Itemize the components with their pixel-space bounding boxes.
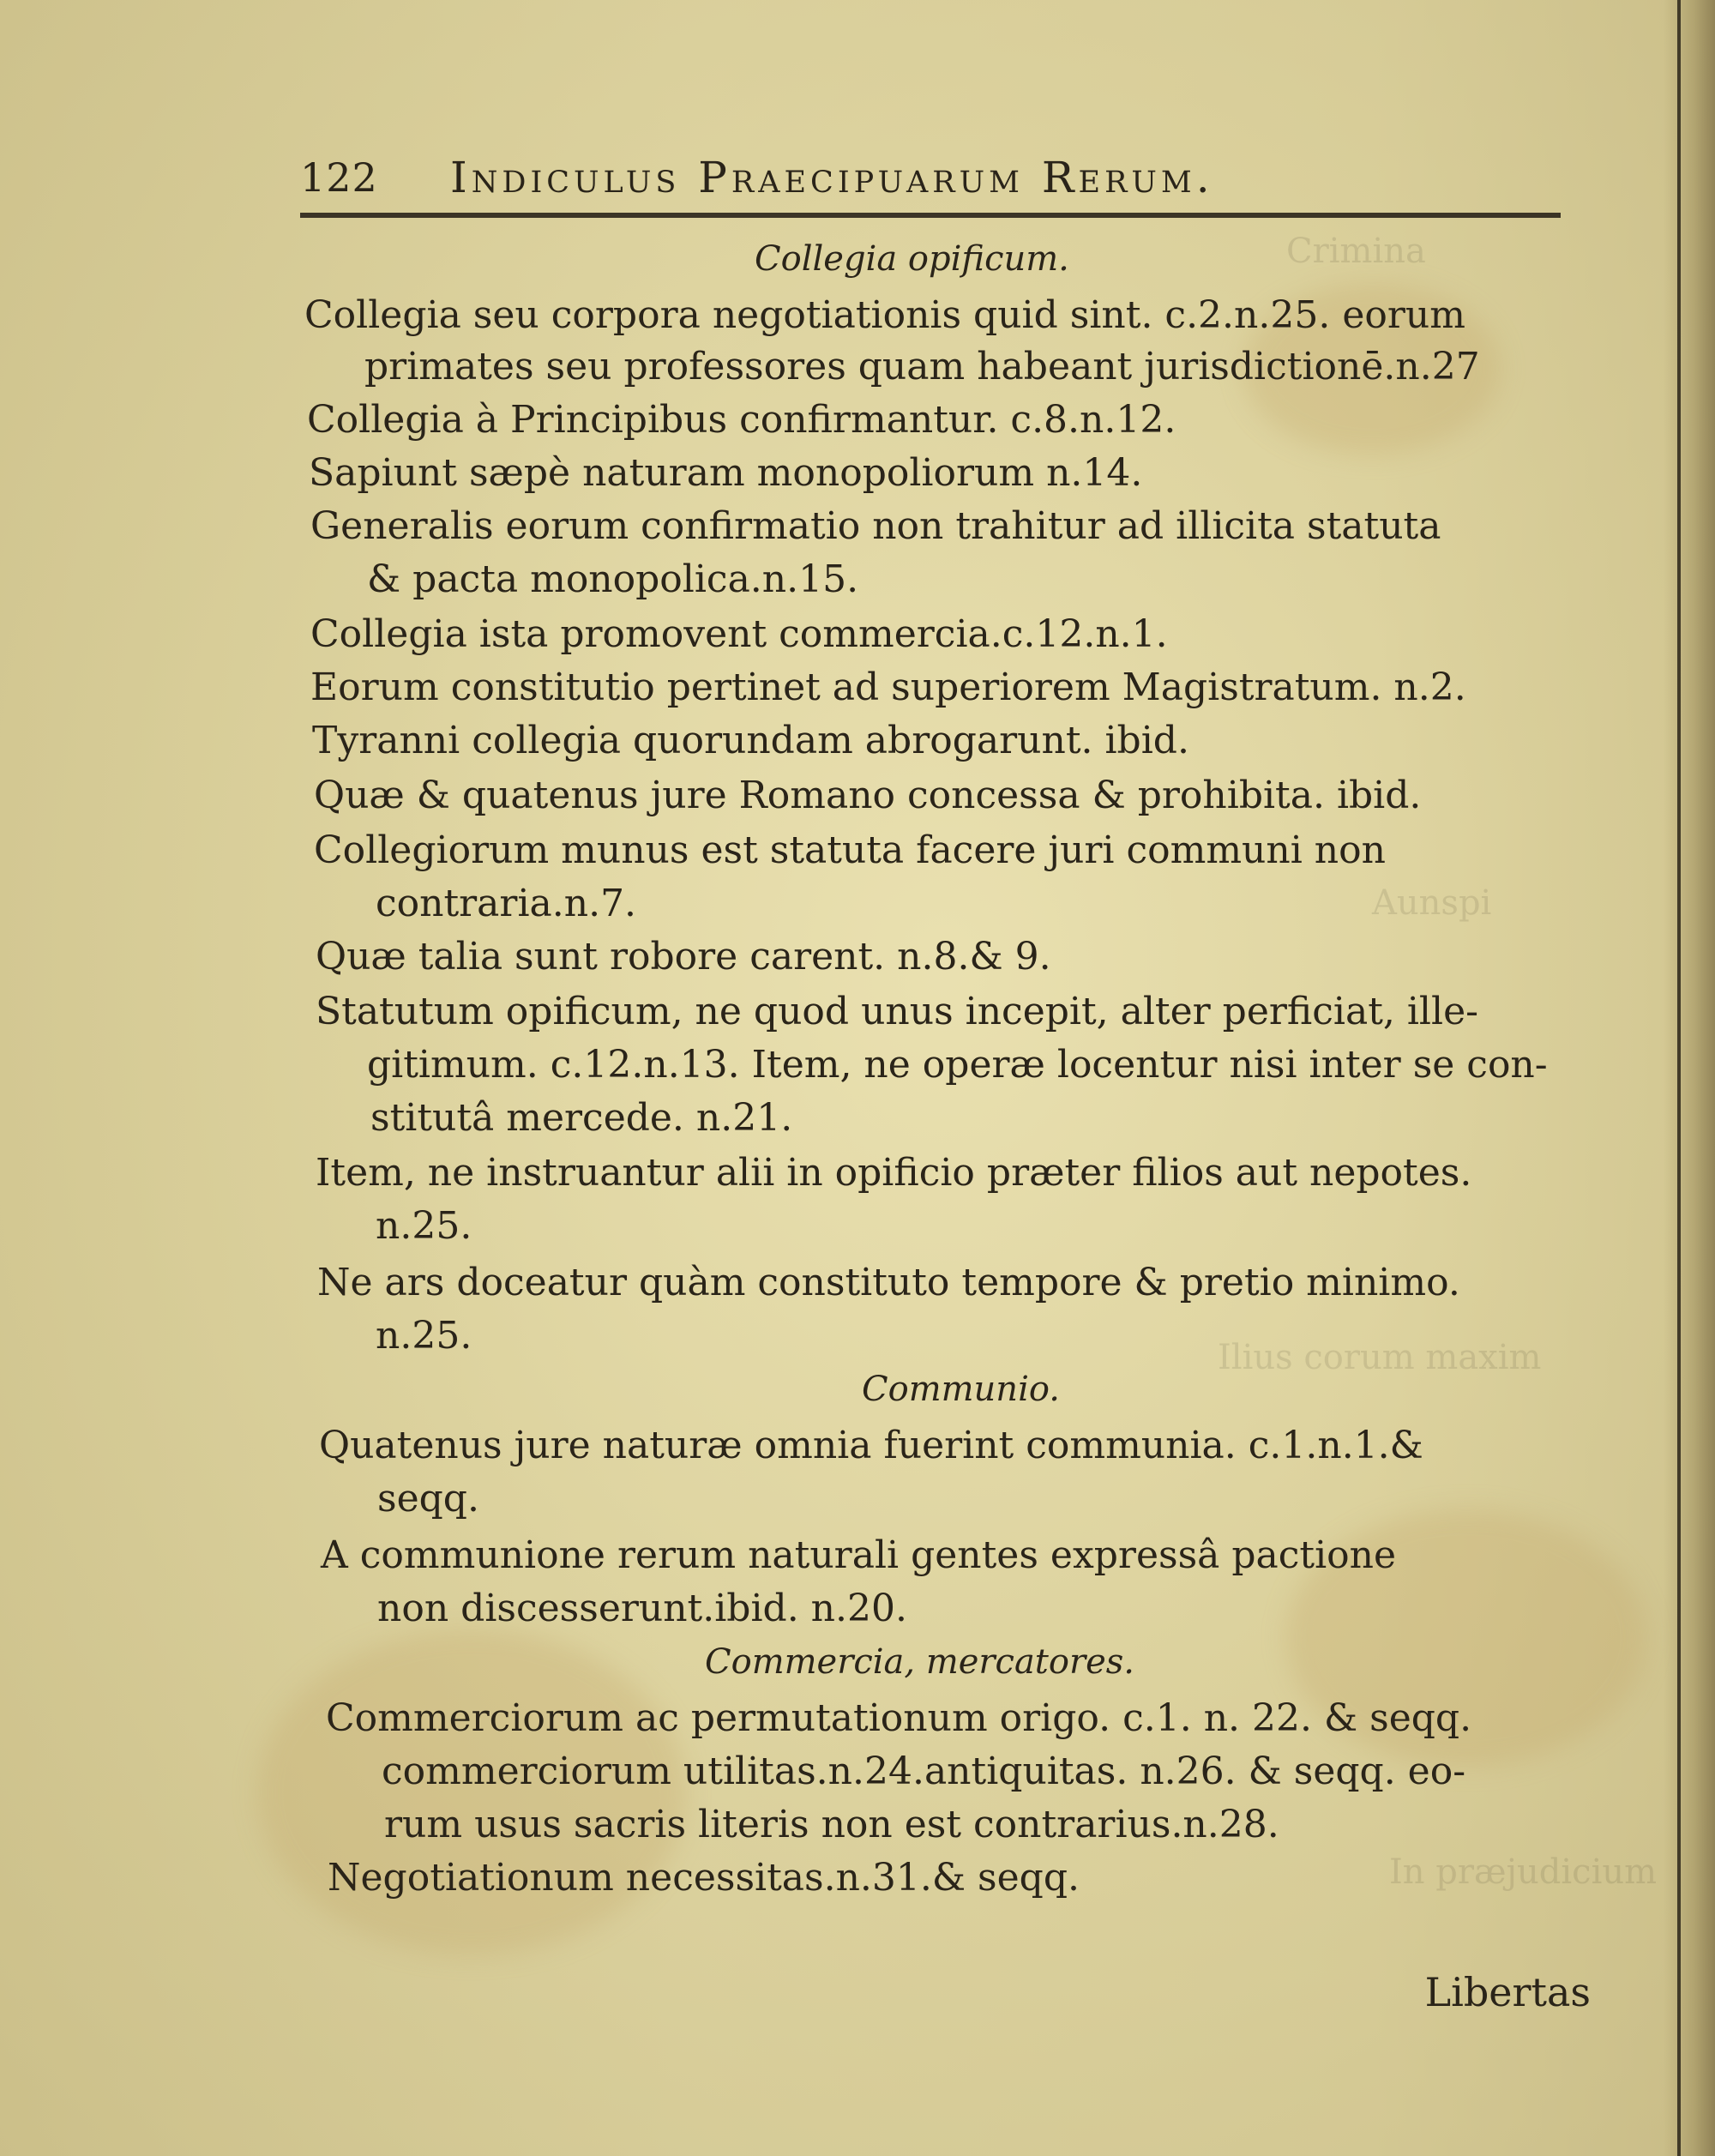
- index-line: & pacta monopolica.n.15.: [367, 557, 859, 601]
- index-line: A communione rerum naturali gentes expressâ pactione: [321, 1533, 1397, 1577]
- index-line: Collegia à Principibus confirmantur. c.8.n.12.: [307, 398, 1176, 442]
- index-line: Ne ars doceatur quàm constituto tempore & pretio minimo.: [317, 1261, 1460, 1304]
- show-through: Ilius corum maxim: [1218, 1338, 1542, 1377]
- index-line: primates seu professores quam habeant jurisdictionē.n.27: [364, 345, 1480, 388]
- index-line: Item, ne instruantur alii in opificio præter filios aut nepotes.: [316, 1151, 1472, 1195]
- index-line: Statutum opificum, ne quod unus incepit, alter perficiat, ille-: [316, 990, 1478, 1033]
- index-line: Collegia seu corpora negotiationis quid sint. c.2.n.25. eorum: [304, 293, 1465, 337]
- catchword: Libertas: [1424, 1969, 1591, 2015]
- index-line: Quæ & quatenus jure Romano concessa & prohibita. ibid.: [314, 774, 1422, 817]
- index-line: contraria.n.7.: [376, 882, 637, 925]
- index-line: Quæ talia sunt robore carent. n.8.& 9.: [316, 935, 1051, 979]
- show-through: Crimina: [1286, 232, 1426, 271]
- index-line: seqq.: [377, 1477, 479, 1521]
- index-line: Generalis eorum confirmatio non trahitur ad illicita statuta: [310, 504, 1441, 548]
- page-edge-shadow: [1664, 0, 1715, 2156]
- index-line: stitutâ mercede. n.21.: [370, 1096, 793, 1140]
- index-line: Tyranni collegia quorundam abrogarunt. ibid.: [312, 719, 1189, 762]
- index-line: rum usus sacris literis non est contrarius.n.28.: [384, 1803, 1279, 1846]
- index-line: Collegia ista promovent commercia.c.12.n.1.: [310, 612, 1168, 656]
- index-line: Commerciorum ac permutationum origo. c.1. n. 22. & seqq.: [326, 1696, 1472, 1740]
- index-line: commerciorum utilitas.n.24.antiquitas. n.26. & seqq. eo-: [382, 1749, 1466, 1793]
- section-title: Communio.: [862, 1370, 1060, 1409]
- index-line: Collegiorum munus est statuta facere juri communi non: [314, 828, 1386, 872]
- index-line: non discesserunt.ibid. n.20.: [377, 1587, 907, 1630]
- index-line: Negotiationum necessitas.n.31.& seqq.: [328, 1856, 1080, 1900]
- index-line: n.25.: [376, 1204, 472, 1248]
- binding-edge: [1677, 0, 1681, 2156]
- index-line: Quatenus jure naturæ omnia fuerint communia. c.1.n.1.&: [319, 1424, 1423, 1467]
- header-rule: [300, 213, 1561, 218]
- show-through: In præjudicium: [1389, 1852, 1658, 1892]
- index-line: Sapiunt sæpè naturam monopoliorum n.14.: [309, 451, 1143, 495]
- show-through: Aunspi: [1372, 883, 1492, 923]
- index-line: gitimum. c.12.n.13. Item, ne operæ locentur nisi inter se con-: [367, 1043, 1548, 1087]
- index-line: n.25.: [376, 1314, 472, 1358]
- page-header: [300, 146, 1561, 214]
- section-title: Commercia, mercatores.: [705, 1642, 1134, 1682]
- page-number: 122: [300, 154, 378, 201]
- section-title: Collegia opificum.: [755, 239, 1069, 279]
- index-line: Eorum constitutio pertinet ad superiorem Magistratum. n.2.: [310, 665, 1466, 709]
- running-head: Indiculus Praecipuarum Rerum.: [450, 153, 1214, 202]
